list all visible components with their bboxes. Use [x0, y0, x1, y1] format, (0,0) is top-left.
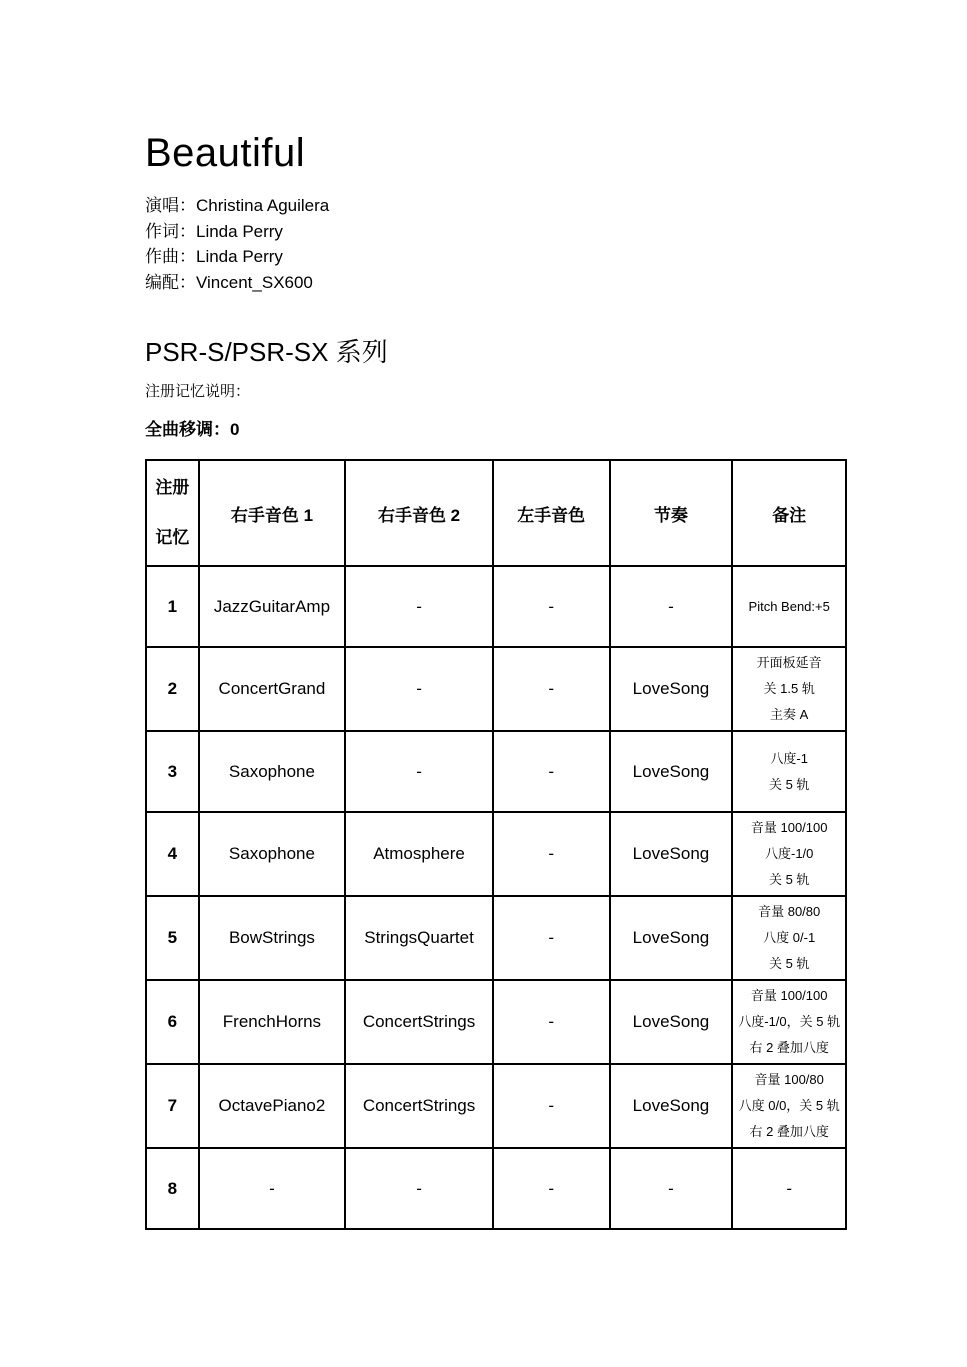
meta-arranger-value: Vincent_SX600 — [196, 272, 313, 292]
registration-number: 2 — [146, 647, 199, 731]
style-cell: - — [610, 1148, 733, 1229]
registration-number: 7 — [146, 1064, 199, 1148]
remark-line: 八度 0/-1 — [763, 930, 816, 945]
left-voice-cell: - — [493, 896, 610, 980]
remark-line: 八度-1/0 — [764, 846, 814, 861]
remark-line: 主奏 A — [770, 707, 809, 722]
left-voice-cell: - — [493, 980, 610, 1064]
meta-composer — [145, 244, 851, 270]
table-row-8 — [146, 1148, 846, 1229]
meta-lyricist — [145, 219, 851, 245]
transpose-line — [145, 419, 851, 441]
right-voice-1-cell: JazzGuitarAmp — [199, 566, 346, 647]
registration-note: 注册记忆说明： — [145, 383, 251, 400]
right-voice-2-cell: Atmosphere — [345, 812, 493, 896]
registration-number: 5 — [146, 896, 199, 980]
header-left-voice: 左手音色 — [493, 460, 610, 566]
right-voice-2-cell: ConcertStrings — [345, 1064, 493, 1148]
meta-singer-value: Christina Aguilera — [196, 196, 330, 215]
remarks-cell — [732, 980, 846, 1064]
remark-line: 音量 80/80 — [758, 904, 821, 919]
remark-line: 音量 100/80 — [754, 1072, 824, 1087]
header-registration-memory — [146, 460, 199, 566]
remark-line: 关 5 轨 — [768, 956, 810, 971]
meta-singer-label: 演唱： — [145, 196, 196, 215]
transpose-value: 0 — [230, 420, 240, 439]
table-row-3 — [146, 731, 846, 812]
header-right-voice-1: 右手音色 1 — [199, 460, 346, 566]
remarks-cell — [732, 647, 846, 731]
table-row-2 — [146, 647, 846, 731]
registration-number: 4 — [146, 812, 199, 896]
table-header-row — [146, 460, 846, 566]
registration-memory-table — [145, 459, 847, 1230]
right-voice-2-cell: ConcertStrings — [345, 980, 493, 1064]
right-voice-2-cell: - — [345, 647, 493, 731]
registration-number: 6 — [146, 980, 199, 1064]
style-cell: LoveSong — [610, 980, 733, 1064]
header-registration-line2: 记忆 — [155, 528, 190, 547]
remark-line: 关 5 轨 — [768, 776, 810, 792]
right-voice-1-cell: FrenchHorns — [199, 980, 346, 1064]
header-registration-line1: 注册 — [155, 478, 190, 497]
meta-lyricist-label: 作词： — [145, 221, 196, 241]
transpose-label: 全曲移调： — [145, 420, 230, 439]
registration-number: 8 — [146, 1148, 199, 1229]
style-cell: LoveSong — [610, 647, 733, 731]
remark-line: 关 1.5 轨 — [763, 681, 815, 696]
style-cell: LoveSong — [610, 1064, 733, 1148]
remark-line: - — [786, 1178, 793, 1198]
right-voice-1-cell: ConcertGrand — [199, 647, 346, 731]
remark-line: 开面板延音 — [756, 655, 822, 670]
style-cell: - — [610, 566, 733, 647]
song-meta-block — [145, 193, 851, 295]
meta-composer-value: Linda Perry — [196, 247, 283, 266]
remark-line: 八度-1/0，关 5 轨 — [738, 1014, 841, 1029]
right-voice-2-cell: - — [345, 1148, 493, 1229]
table-row-6 — [146, 980, 846, 1064]
style-cell: LoveSong — [610, 896, 733, 980]
left-voice-cell: - — [493, 647, 610, 731]
remarks-cell — [732, 812, 846, 896]
remarks-cell — [732, 1064, 846, 1148]
right-voice-1-cell: Saxophone — [199, 731, 346, 812]
table-row-7 — [146, 1064, 846, 1148]
right-voice-1-cell: OctavePiano2 — [199, 1064, 346, 1148]
remark-line: Pitch Bend:+5 — [748, 598, 830, 614]
remark-line: 音量 100/100 — [750, 988, 828, 1003]
left-voice-cell: - — [493, 731, 610, 812]
meta-composer-label: 作曲： — [145, 247, 196, 266]
left-voice-cell: - — [493, 1148, 610, 1229]
remarks-cell — [732, 896, 846, 980]
remark-line: 关 5 轨 — [768, 872, 810, 887]
table-row-5 — [146, 896, 846, 980]
table-row-4 — [146, 812, 846, 896]
meta-arranger-label: 编配： — [145, 272, 196, 292]
style-cell: LoveSong — [610, 812, 733, 896]
meta-singer — [145, 193, 851, 219]
remark-line: 八度-1 — [770, 750, 808, 766]
song-title: Beautiful — [145, 131, 306, 175]
header-remarks: 备注 — [732, 460, 846, 566]
remark-line: 八度 0/0，关 5 轨 — [738, 1098, 840, 1113]
left-voice-cell: - — [493, 812, 610, 896]
left-voice-cell: - — [493, 1064, 610, 1148]
right-voice-1-cell: BowStrings — [199, 896, 346, 980]
document-content — [145, 0, 851, 1230]
series-heading: PSR-S/PSR-SX 系列 — [145, 337, 388, 367]
right-voice-2-cell: - — [345, 731, 493, 812]
registration-number: 3 — [146, 731, 199, 812]
remarks-cell — [732, 731, 846, 812]
header-style: 节奏 — [610, 460, 733, 566]
header-right-voice-2: 右手音色 2 — [345, 460, 493, 566]
style-cell: LoveSong — [610, 731, 733, 812]
right-voice-1-cell: Saxophone — [199, 812, 346, 896]
table-row-1 — [146, 566, 846, 647]
right-voice-2-cell: StringsQuartet — [345, 896, 493, 980]
remarks-cell — [732, 566, 846, 647]
meta-arranger — [145, 270, 851, 296]
remark-line: 音量 100/100 — [750, 820, 828, 835]
remarks-cell — [732, 1148, 846, 1229]
registration-number: 1 — [146, 566, 199, 647]
remark-line: 右 2 叠加八度 — [749, 1124, 829, 1139]
remark-line: 右 2 叠加八度 — [749, 1040, 829, 1055]
meta-lyricist-value: Linda Perry — [196, 221, 283, 241]
right-voice-2-cell: - — [345, 566, 493, 647]
right-voice-1-cell: - — [199, 1148, 346, 1229]
left-voice-cell: - — [493, 566, 610, 647]
